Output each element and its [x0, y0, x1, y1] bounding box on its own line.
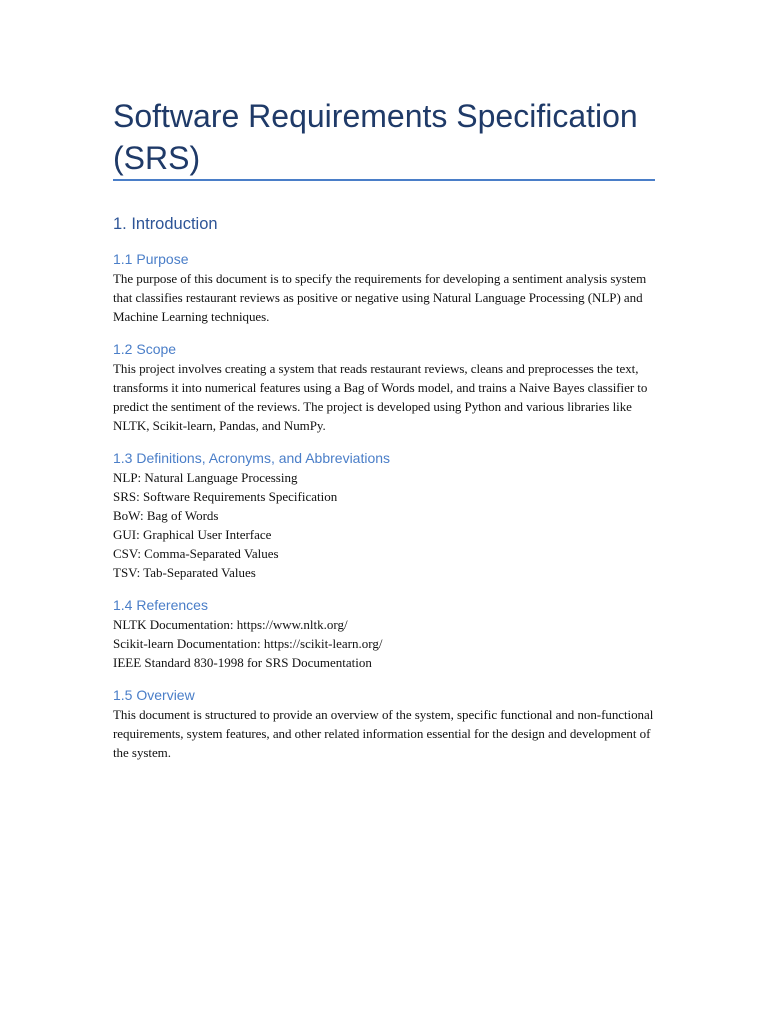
definition-item: GUI: Graphical User Interface — [113, 527, 272, 542]
definition-item: CSV: Comma-Separated Values — [113, 546, 279, 561]
section-references — [113, 595, 658, 672]
subsection-heading-definitions: 1.3 Definitions, Acronyms, and Abbreviations — [113, 450, 391, 466]
document-title: Software Requirements Specification (SRS) — [113, 98, 638, 176]
purpose-paragraph: The purpose of this document is to specify the requirements for developing a sentiment analysis system that classifies restaurant reviews as positive or negative using Natural Language Processing (NLP) and Machine Learning techniques. — [113, 271, 647, 324]
scope-paragraph: This project involves creating a system that reads restaurant reviews, cleans and preprocesses the text, transforms it into numerical features using a Bag of Words model, and trains a Naive Bayes classifier to predict the sentiment of the reviews. The project is developed using Python and various libraries like NLTK, Scikit-learn, Pandas, and NumPy. — [113, 361, 648, 433]
reference-item: Scikit-learn Documentation: https://scikit-learn.org/ — [113, 636, 383, 651]
subsection-heading-purpose: 1.1 Purpose — [113, 251, 189, 267]
section-scope — [113, 339, 658, 435]
reference-item: IEEE Standard 830-1998 for SRS Documentation — [113, 655, 372, 670]
section-overview — [113, 685, 658, 762]
title-divider — [113, 179, 655, 181]
definition-item: NLP: Natural Language Processing — [113, 470, 298, 485]
section-purpose — [113, 249, 658, 326]
reference-item: NLTK Documentation: https://www.nltk.org/ — [113, 617, 348, 632]
subsection-heading-overview: 1.5 Overview — [113, 687, 195, 703]
overview-paragraph: This document is structured to provide an overview of the system, specific functional and non-functional requirements, system features, and other related information essential for the design and development of the system. — [113, 707, 654, 760]
subsection-heading-references: 1.4 References — [113, 597, 208, 613]
definition-item: SRS: Software Requirements Specification — [113, 489, 338, 504]
definition-item: BoW: Bag of Words — [113, 508, 219, 523]
definition-item: TSV: Tab-Separated Values — [113, 565, 256, 580]
subsection-heading-scope: 1.2 Scope — [113, 341, 177, 357]
document-body — [113, 212, 658, 775]
section-definitions — [113, 448, 658, 582]
section-heading-introduction: 1. Introduction — [113, 215, 218, 233]
